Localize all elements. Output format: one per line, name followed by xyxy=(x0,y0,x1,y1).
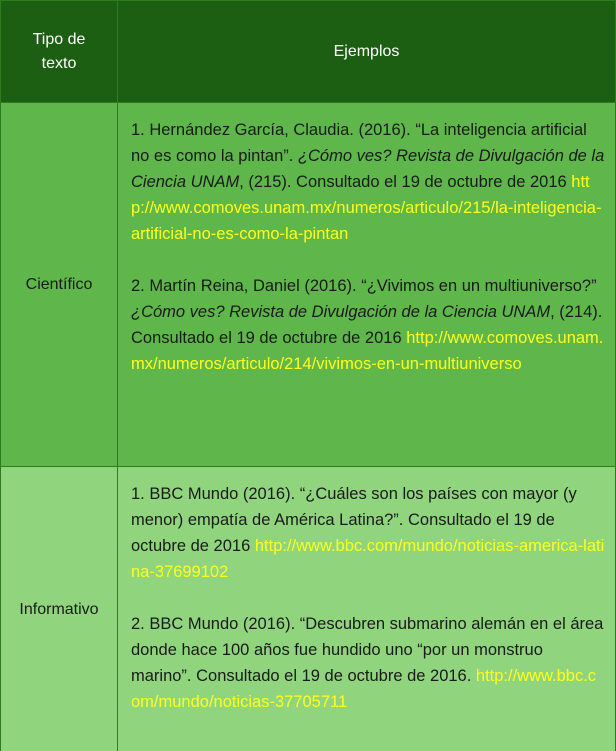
reference-journal: ¿Cómo ves? Revista de Divulgación de la Ciencia UNAM xyxy=(131,147,605,191)
reference-link[interactable]: http://www.comoves.unam.mx/numeros/articulo/214/vivimos-en-un-multiuniverso xyxy=(131,329,604,373)
header-type xyxy=(1,1,118,103)
header-examples-label: Ejemplos xyxy=(333,42,400,60)
reference-link[interactable]: http://www.bbc.com/mundo/noticias-37705711 xyxy=(131,667,597,711)
reference-item xyxy=(131,273,605,377)
reference-item xyxy=(131,481,605,585)
reference-link[interactable]: http://www.comoves.unam.mx/numeros/articulo/215/la-inteligencia-artificial-no-es-como-la-pintan xyxy=(131,173,602,243)
reference-journal: ¿Cómo ves? Revista de Divulgación de la Ciencia UNAM xyxy=(131,303,551,321)
reference-text-end: , (215). Consultado el 19 de octubre de 2016 xyxy=(239,173,572,191)
reference-text: 2. Martín Reina, Daniel (2016). “¿Vivimos en un multiuniverso?” xyxy=(131,277,597,295)
row-cientifico xyxy=(1,103,616,467)
type-cell-cientifico: Científico xyxy=(1,103,118,467)
header-row xyxy=(1,1,616,103)
header-examples xyxy=(118,1,616,103)
header-type-label: Tipo de texto xyxy=(32,30,86,72)
examples-cell-cientifico xyxy=(118,103,616,467)
reference-text: 2. BBC Mundo (2016). “Descubren submarino alemán en el área donde hace 100 años fue hundido uno “por un monstruo marino”. Consultado el 19 de octubre de 2016. xyxy=(131,615,604,685)
reference-item xyxy=(131,611,605,715)
reference-item xyxy=(131,117,605,247)
type-cell-informativo: Informativo xyxy=(1,467,118,751)
row-informativo xyxy=(1,467,616,751)
reference-text: 1. Hernández García, Claudia. (2016). “La inteligencia artificial no es como la pintan”. xyxy=(131,121,587,165)
reference-link[interactable]: http://www.bbc.com/mundo/noticias-america-latina-37699102 xyxy=(131,537,605,581)
examples-cell-informativo xyxy=(118,467,616,751)
reference-text-end: , (214). Consultado el 19 de octubre de 2016 xyxy=(131,303,603,347)
reference-text: 1. BBC Mundo (2016). “¿Cuáles son los países con mayor (y menor) empatía de América Latina?”. Consultado el 19 de octubre de 2016 xyxy=(131,485,577,555)
